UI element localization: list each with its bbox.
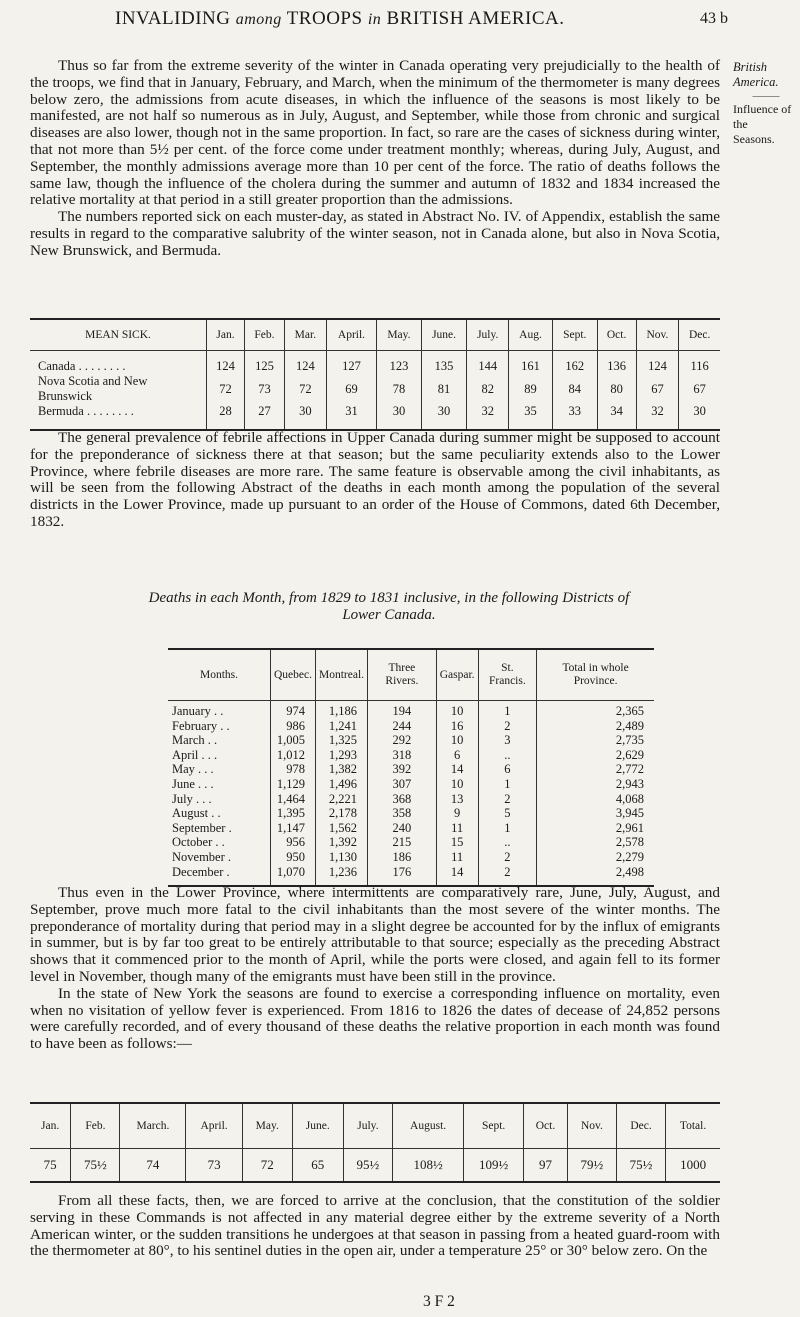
- col-dec: Dec.: [679, 319, 720, 351]
- month-cell: August . .: [168, 806, 271, 821]
- total-cell: 2,498: [615, 864, 644, 879]
- month-cell: October . .: [168, 835, 271, 850]
- cell: 80: [597, 374, 636, 404]
- month-cell: February . .: [168, 719, 271, 734]
- col-apr: April.: [326, 319, 376, 351]
- deaths-caption-2: Lower Canada.: [342, 607, 436, 623]
- month-cell: July . . .: [168, 792, 271, 807]
- ny-col-header: April.: [186, 1103, 242, 1149]
- col-total: Total in whole Province.: [537, 649, 654, 701]
- st-francis-cell: 1: [478, 777, 537, 792]
- montreal-cell: 1,236: [316, 865, 368, 887]
- table-row: [168, 762, 654, 777]
- montreal-cell: 2,221: [316, 792, 368, 807]
- month-cell: September .: [168, 821, 271, 836]
- quebec-cell: 1,070: [271, 865, 316, 887]
- ny-col-header: Jan.: [30, 1103, 71, 1149]
- gaspar-cell: 15: [436, 835, 478, 850]
- ny-col-header: Sept.: [464, 1103, 524, 1149]
- col-montreal: Montreal.: [316, 649, 368, 701]
- month-cell: May . . .: [168, 762, 271, 777]
- gaspar-cell: 13: [436, 792, 478, 807]
- margin-topic-2: Seasons.: [733, 132, 775, 146]
- col-three-rivers: Three Rivers.: [368, 649, 437, 701]
- cell: 124: [636, 351, 679, 375]
- gaspar-cell: 14: [436, 865, 478, 887]
- ny-col-header: Oct.: [524, 1103, 568, 1149]
- ny-cell: 75½: [71, 1149, 120, 1183]
- cell: 30: [693, 404, 706, 418]
- ny-cell: 97: [524, 1149, 568, 1183]
- st-francis-cell: 1: [478, 701, 537, 719]
- cell: 89: [509, 374, 553, 404]
- total-cell: 2,279: [615, 849, 644, 864]
- table-row: [168, 792, 654, 807]
- quebec-cell: 956: [271, 835, 316, 850]
- month-cell: January . .: [168, 701, 271, 719]
- montreal-cell: 1,293: [316, 748, 368, 763]
- montreal-cell: 1,186: [316, 701, 368, 719]
- table-row: [30, 374, 720, 404]
- running-title: [115, 8, 564, 30]
- deaths-header-row: [168, 649, 654, 701]
- quebec-cell: 978: [271, 762, 316, 777]
- st-francis-cell: 2: [478, 865, 537, 887]
- margin-dash: ———: [752, 91, 780, 101]
- col-mar: Mar.: [284, 319, 326, 351]
- cell: 34: [597, 404, 636, 430]
- cell: 135: [421, 351, 467, 375]
- col-gaspar: Gaspar.: [436, 649, 478, 701]
- col-may: May.: [377, 319, 422, 351]
- title-italic-1: among: [235, 11, 282, 28]
- month-cell: December .: [168, 865, 271, 887]
- cell: 123: [377, 351, 422, 375]
- cell: 144: [467, 351, 509, 375]
- mean-sick-table: [30, 318, 720, 431]
- page-number: 43 b: [700, 10, 728, 27]
- cell: 162: [552, 351, 597, 375]
- ny-cell: 1000: [680, 1157, 707, 1172]
- three-rivers-cell: 244: [368, 719, 437, 734]
- three-rivers-cell: 186: [368, 850, 437, 865]
- deaths-table: [168, 648, 654, 887]
- col-jan: Jan.: [207, 319, 245, 351]
- cell: 69: [326, 374, 376, 404]
- ny-col-header: Total.: [666, 1103, 720, 1149]
- ny-col-header: July.: [343, 1103, 392, 1149]
- paragraph-6: From all these facts, then, we are forced to arrive at the conclusion, that the constitution of the soldier serving in these Commands is not affected in any material degree either by the extreme severity of a North American winter, or the sudden transitions he undergoes at that season in passing from a heated guard-room with the thermometer at 80°, to his sentinel duties in the open air, under a temperature 25° or 30° below zero. On the: [30, 1192, 720, 1260]
- ny-values-row: [30, 1149, 720, 1183]
- table-row: [168, 835, 654, 850]
- new-york-table: [30, 1102, 720, 1183]
- cell: 82: [467, 374, 509, 404]
- cell: 32: [636, 404, 679, 430]
- quebec-cell: 1,129: [271, 777, 316, 792]
- deaths-body: [168, 701, 654, 887]
- three-rivers-cell: 194: [368, 701, 437, 719]
- title-italic-2: in: [367, 11, 382, 28]
- row-label: Bermuda . . . . . . . .: [30, 404, 207, 430]
- cell: 30: [377, 404, 422, 430]
- table-row: [168, 806, 654, 821]
- cell: 28: [207, 404, 245, 430]
- title-part-2: TROOPS: [286, 8, 363, 29]
- mean-sick-header-row: [30, 319, 720, 351]
- cell: 161: [509, 351, 553, 375]
- three-rivers-cell: 358: [368, 806, 437, 821]
- cell: 72: [284, 374, 326, 404]
- table-row: [168, 821, 654, 836]
- mean-sick-corner: MEAN SICK.: [30, 319, 207, 351]
- margin-topic-1: Influence of the: [733, 102, 792, 131]
- ny-cell: 74: [120, 1149, 186, 1183]
- ny-cell: 75: [30, 1149, 71, 1183]
- paragraph-3: The general prevalence of febrile affections in Upper Canada during summer might be supposed to account for the preponderance of sickness there at that season; but the same peculiarity extends also to the Lower Province, where febrile diseases are more rare. The same feature is observable among the civil inhabitants, as will be seen from the following Abstract of the deaths in each month among the population of the several districts in the Lower Province, made up pursuant to an order of the House of Commons, dated 6th December, 1832.: [30, 429, 720, 530]
- table-row: [30, 404, 720, 430]
- st-francis-cell: 2: [478, 792, 537, 807]
- col-oct: Oct.: [597, 319, 636, 351]
- col-jul: July.: [467, 319, 509, 351]
- ny-header-row: [30, 1103, 720, 1149]
- quebec-cell: 1,012: [271, 748, 316, 763]
- three-rivers-cell: 392: [368, 762, 437, 777]
- col-aug: Aug.: [509, 319, 553, 351]
- cell: 81: [421, 374, 467, 404]
- montreal-cell: 1,325: [316, 733, 368, 748]
- total-cell: 2,961: [615, 820, 644, 835]
- total-cell: 4,068: [615, 791, 644, 806]
- total-cell: 2,489: [615, 718, 644, 733]
- table-row: [168, 865, 654, 887]
- total-cell: 2,629: [615, 747, 644, 762]
- montreal-cell: 1,496: [316, 777, 368, 792]
- ny-col-header: May.: [242, 1103, 292, 1149]
- three-rivers-cell: 368: [368, 792, 437, 807]
- gaspar-cell: 10: [436, 701, 478, 719]
- st-francis-cell: ..: [478, 835, 537, 850]
- block-4: [30, 1193, 720, 1260]
- cell: 32: [467, 404, 509, 430]
- paragraph-2: The numbers reported sick on each muster-day, as stated in Abstract No. IV. of Appendix, establish the same results in regard to the comparative salubrity of the winter season, not in Canada alone, but also in Nova Scotia, New Brunswick, and Bermuda.: [30, 208, 720, 259]
- col-quebec: Quebec.: [271, 649, 316, 701]
- table-row: [168, 777, 654, 792]
- gaspar-cell: 6: [436, 748, 478, 763]
- cell: 27: [244, 404, 284, 430]
- paragraph-5: In the state of New York the seasons are found to exercise a corresponding influence on mortality, even when no visitation of yellow fever is experienced. From 1816 to 1826 the dates of decease of 24,852 persons were carefully recorded, and of every thousand of these deaths the relative proportion in each month was found to have been as follows:—: [30, 984, 720, 1053]
- st-francis-cell: 2: [478, 719, 537, 734]
- three-rivers-cell: 240: [368, 821, 437, 836]
- title-part-3: BRITISH AMERICA.: [386, 8, 565, 29]
- cell: 116: [690, 359, 709, 373]
- gaspar-cell: 9: [436, 806, 478, 821]
- cell: 30: [284, 404, 326, 430]
- quebec-cell: 1,464: [271, 792, 316, 807]
- month-cell: June . . .: [168, 777, 271, 792]
- table-row: [168, 719, 654, 734]
- st-francis-cell: 2: [478, 850, 537, 865]
- quebec-cell: 950: [271, 850, 316, 865]
- three-rivers-cell: 176: [368, 865, 437, 887]
- cell: 31: [326, 404, 376, 430]
- ny-col-header: March.: [120, 1103, 186, 1149]
- margin-region: British America.: [733, 60, 779, 89]
- montreal-cell: 1,392: [316, 835, 368, 850]
- col-nov: Nov.: [636, 319, 679, 351]
- cell: 127: [326, 351, 376, 375]
- table-row: [168, 701, 654, 719]
- row-label: Nova Scotia and New Brunswick: [30, 374, 207, 404]
- quebec-cell: 1,395: [271, 806, 316, 821]
- gaspar-cell: 16: [436, 719, 478, 734]
- month-cell: November .: [168, 850, 271, 865]
- ny-col-header: Nov.: [567, 1103, 616, 1149]
- block-2: [30, 430, 720, 531]
- st-francis-cell: ..: [478, 748, 537, 763]
- margin-note: [733, 60, 799, 147]
- month-cell: April . . .: [168, 748, 271, 763]
- ny-cell: 65: [292, 1149, 343, 1183]
- montreal-cell: 1,562: [316, 821, 368, 836]
- col-sep: Sept.: [552, 319, 597, 351]
- running-header: [0, 8, 800, 38]
- gaspar-cell: 14: [436, 762, 478, 777]
- ny-col-header: June.: [292, 1103, 343, 1149]
- ny-cell: 109½: [464, 1149, 524, 1183]
- montreal-cell: 1,130: [316, 850, 368, 865]
- col-jun: June.: [421, 319, 467, 351]
- cell: 124: [284, 351, 326, 375]
- st-francis-cell: 6: [478, 762, 537, 777]
- quebec-cell: 974: [271, 701, 316, 719]
- gaspar-cell: 10: [436, 777, 478, 792]
- gaspar-cell: 10: [436, 733, 478, 748]
- cell: 33: [552, 404, 597, 430]
- quebec-cell: 1,005: [271, 733, 316, 748]
- quebec-cell: 1,147: [271, 821, 316, 836]
- col-st-francis: St. Francis.: [478, 649, 537, 701]
- ny-col-header: August.: [393, 1103, 464, 1149]
- table-row: [168, 733, 654, 748]
- cell: 30: [421, 404, 467, 430]
- total-cell: 2,772: [615, 762, 644, 777]
- quebec-cell: 986: [271, 719, 316, 734]
- montreal-cell: 2,178: [316, 806, 368, 821]
- signature-mark: 3 F 2: [423, 1293, 455, 1310]
- row-label: Canada . . . . . . . .: [30, 351, 207, 375]
- ny-cell: 75½: [616, 1149, 665, 1183]
- cell: 78: [377, 374, 422, 404]
- gaspar-cell: 11: [436, 821, 478, 836]
- cell: 125: [244, 351, 284, 375]
- three-rivers-cell: 318: [368, 748, 437, 763]
- st-francis-cell: 1: [478, 821, 537, 836]
- col-months: Months.: [168, 649, 271, 701]
- cell: 67: [636, 374, 679, 404]
- ny-col-header: Feb.: [71, 1103, 120, 1149]
- montreal-cell: 1,382: [316, 762, 368, 777]
- three-rivers-cell: 215: [368, 835, 437, 850]
- st-francis-cell: 5: [478, 806, 537, 821]
- cell: 124: [207, 351, 245, 375]
- total-cell: 2,735: [615, 733, 644, 748]
- total-cell: 3,945: [615, 806, 644, 821]
- cell: 84: [552, 374, 597, 404]
- ny-cell: 95½: [343, 1149, 392, 1183]
- block-3: [30, 885, 720, 1053]
- cell: 136: [597, 351, 636, 375]
- table-row: [168, 748, 654, 763]
- three-rivers-cell: 307: [368, 777, 437, 792]
- ny-cell: 72: [242, 1149, 292, 1183]
- cell: 35: [509, 404, 553, 430]
- cell: 73: [244, 374, 284, 404]
- ny-col-header: Dec.: [616, 1103, 665, 1149]
- caption-block: [30, 590, 720, 624]
- deaths-caption-1: Deaths in each Month, from 1829 to 1831 inclusive, in the following Districts of: [148, 590, 630, 606]
- block-1: [30, 58, 720, 260]
- gaspar-cell: 11: [436, 850, 478, 865]
- ny-cell: 73: [186, 1149, 242, 1183]
- ny-cell: 79½: [567, 1149, 616, 1183]
- three-rivers-cell: 292: [368, 733, 437, 748]
- title-part-1: INVALIDING: [115, 8, 231, 29]
- total-cell: 2,943: [615, 776, 644, 791]
- total-cell: 2,365: [615, 704, 644, 718]
- st-francis-cell: 3: [478, 733, 537, 748]
- month-cell: March . .: [168, 733, 271, 748]
- montreal-cell: 1,241: [316, 719, 368, 734]
- paragraph-1: Thus so far from the extreme severity of the winter in Canada operating very prejudicially to the health of the troops, we find that in January, February, and March, when the minimum of the thermometer is many degrees below zero, the admissions from acute diseases, in which the influence of the seasons is most likely to be manifested, are not half so numerous as in July, August, and September, while those from chronic and surgical diseases are also lower, though not in the same proportion. In fact, so rare are the cases of sickness during winter, that not more than 5½ per cent. of the force come under treatment monthly; whereas, during July, August, and September, the monthly admissions average more than 10 per cent of the force. The ratio of deaths follows the same law, though the influence of the cholera during the summer and autumn of 1832 and 1834 increased the relative mortality at that period in a still greater proportion than the admissions.: [30, 57, 720, 209]
- cell: 72: [207, 374, 245, 404]
- ny-cell: 108½: [393, 1149, 464, 1183]
- table-row: [168, 850, 654, 865]
- total-cell: 2,578: [615, 835, 644, 850]
- cell: 67: [693, 381, 706, 396]
- paragraph-4: Thus even in the Lower Province, where intermittents are comparatively rare, June, July, August, and September, prove much more fatal to the civil inhabitants than the most severe of the winter months. The preponderance of mortality during that period may in a slight degree be accounted for by the influx of emigrants in summer, but is by far too great to be entirely attributable to that source; especially as the preceding Abstract shows that it commenced prior to the month of April, while the ports were closed, and again fell to its former level in November, though many of the emigrants must have been still in the province.: [30, 884, 720, 985]
- table-row: [30, 351, 720, 375]
- col-feb: Feb.: [244, 319, 284, 351]
